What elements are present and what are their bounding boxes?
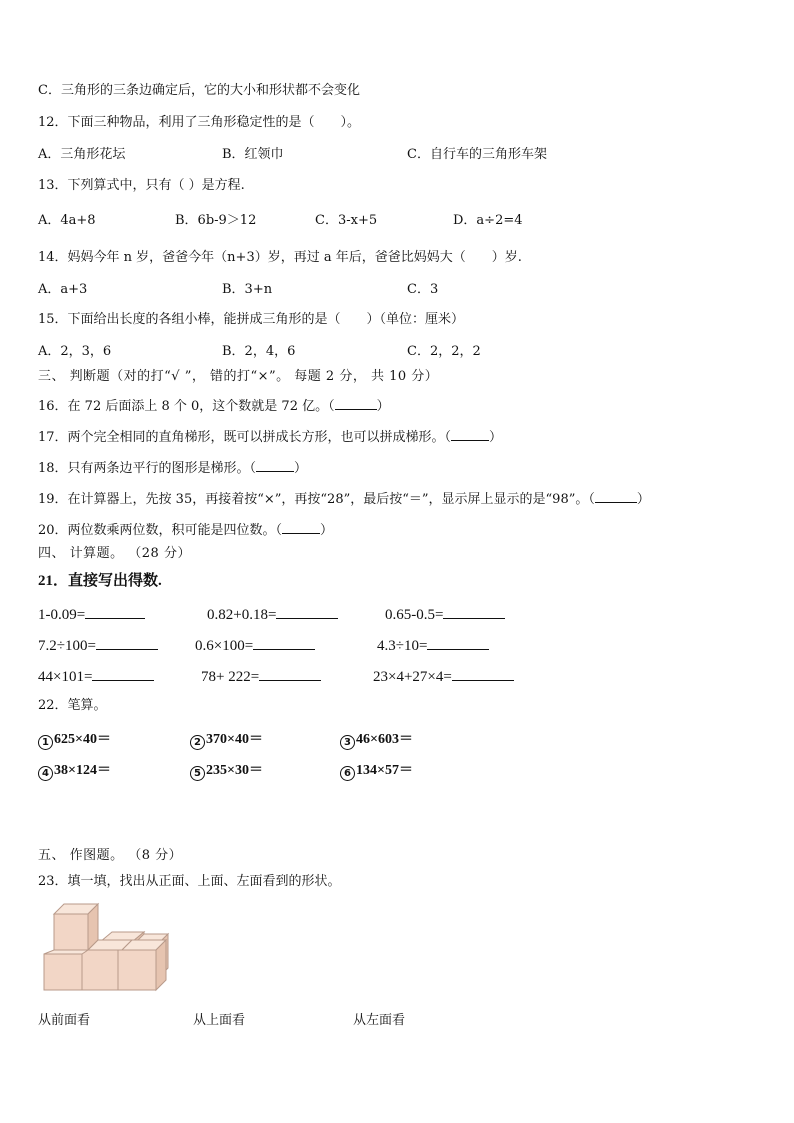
q12-option-a[interactable]: A．三角形花坛	[38, 147, 126, 162]
q23-stem: 23．填一填，找出从正面、上面、左面看到的形状。	[38, 874, 341, 889]
q21-expr-1: 1-0.09=	[38, 607, 86, 623]
q21-expr-9: 23×4+27×4=	[373, 669, 452, 685]
q21-blank-3[interactable]	[443, 604, 505, 619]
circled-number-1: 1	[38, 735, 53, 750]
q13-stem: 13．下列算式中，只有（ ）是方程.	[38, 178, 245, 193]
circled-number-6: 6	[340, 766, 355, 781]
q22-item-6	[340, 759, 413, 781]
q18-text: 18．只有两条边平行的图形是梯形。（	[38, 461, 257, 476]
q20-answer-blank[interactable]	[282, 519, 320, 534]
q21-item-1	[38, 604, 145, 624]
q21-blank-4[interactable]	[96, 635, 158, 650]
q21-blank-9[interactable]	[452, 666, 514, 681]
q14-option-c[interactable]: C．3	[407, 282, 439, 297]
q21-blank-7[interactable]	[92, 666, 154, 681]
q21-expr-7: 44×101=	[38, 669, 93, 685]
q18-close: ）	[294, 461, 308, 476]
q21-blank-5[interactable]	[253, 635, 315, 650]
q16-answer-blank[interactable]	[335, 395, 377, 410]
q20	[38, 519, 333, 540]
q21-expr-8: 78+ 222=	[201, 669, 260, 685]
q15-option-a[interactable]: A．2，3，6	[38, 344, 112, 359]
q22-item-5	[190, 759, 263, 781]
q17-answer-blank[interactable]	[451, 426, 489, 441]
q14-stem: 14．妈妈今年 n 岁，爸爸今年（n+3）岁，再过 a 年后，爸爸比妈妈大（ ）岁.	[38, 250, 522, 265]
q15-option-b[interactable]: B．2，4，6	[222, 344, 296, 359]
q18	[38, 457, 307, 478]
circled-number-5: 5	[190, 766, 205, 781]
q21-item-8	[201, 666, 321, 686]
q22-expr-4: 38×124＝	[54, 763, 111, 778]
q22-stem: 22．笔算。	[38, 698, 107, 713]
q17	[38, 426, 502, 447]
q16-text: 16．在 72 后面添上 8 个 0，这个数就是 72 亿。（	[38, 399, 335, 414]
view-top-label: 从上面看	[193, 1013, 246, 1028]
q14-option-a[interactable]: A．a+3	[38, 282, 88, 297]
q22-item-4	[38, 759, 111, 781]
q22-item-1	[38, 728, 111, 750]
q21-expr-5: 0.6×100=	[195, 638, 254, 654]
view-left-label: 从左面看	[353, 1013, 406, 1028]
q22-expr-5: 235×30＝	[206, 763, 263, 778]
q19-answer-blank[interactable]	[595, 488, 637, 503]
section-5-title: 五、 作图题。 （8 分）	[38, 848, 183, 863]
q22-expr-6: 134×57＝	[356, 763, 413, 778]
cube-front-2	[82, 950, 118, 990]
q22-item-2	[190, 728, 263, 750]
section-3-title: 三、 判断题（对的打“√ ”， 错的打“×”。 每题 2 分， 共 10 分）	[38, 369, 439, 384]
q13-option-d[interactable]: D．a÷2=4	[453, 213, 523, 228]
circled-number-4: 4	[38, 766, 53, 781]
q21-item-9	[373, 666, 514, 686]
section-4-title: 四、 计算题。 （28 分）	[38, 546, 191, 561]
q21-item-5	[195, 635, 315, 655]
circled-number-3: 3	[340, 735, 355, 750]
cube-front-1	[44, 954, 82, 990]
q21-stem: 21．直接写出得数.	[38, 573, 162, 589]
q22-expr-3: 46×603＝	[356, 732, 413, 747]
q20-text: 20．两位数乘两位数，积可能是四位数。（	[38, 523, 283, 538]
cube-front-top-1	[44, 950, 88, 954]
cube-stack-figure	[40, 898, 172, 994]
circled-number-2: 2	[190, 735, 205, 750]
q15-stem: 15．下面给出长度的各组小棒，能拼成三角形的是（ ）（单位：厘米）	[38, 312, 465, 327]
q22-expr-1: 625×40＝	[54, 732, 111, 747]
q21-item-2	[207, 604, 338, 624]
q19-text: 19．在计算器上，先按 35，再接着按“×”，再按“28”，最后按“＝”，显示屏上显示的是“98”。（	[38, 492, 595, 507]
q13-option-b[interactable]: B．6b-9＞12	[175, 213, 257, 228]
q21-item-7	[38, 666, 154, 686]
q13-option-c[interactable]: C．3-x+5	[315, 213, 378, 228]
q17-text: 17．两个完全相同的直角梯形，既可以拼成长方形，也可以拼成梯形。（	[38, 430, 452, 445]
q21-blank-2[interactable]	[276, 604, 338, 619]
q21-expr-3: 0.65-0.5=	[385, 607, 444, 623]
q19	[38, 488, 650, 509]
q17-close: ）	[489, 430, 503, 445]
view-front-label: 从前面看	[38, 1013, 91, 1028]
q21-expr-6: 4.3÷10=	[377, 638, 428, 654]
q20-close: ）	[320, 523, 334, 538]
q21-blank-6[interactable]	[427, 635, 489, 650]
cube-stack	[44, 904, 168, 990]
q21-item-4	[38, 635, 158, 655]
q11-option-c: C．三角形的三条边确定后，它的大小和形状都不会变化	[38, 83, 360, 98]
q12-option-c[interactable]: C．自行车的三角形车架	[407, 147, 547, 162]
q22-item-3	[340, 728, 413, 750]
q19-close: ）	[636, 492, 650, 507]
q21-item-6	[377, 635, 489, 655]
q12-option-b[interactable]: B．红领巾	[222, 147, 284, 162]
q21-expr-4: 7.2÷100=	[38, 638, 96, 654]
cube-upper-front	[54, 914, 88, 950]
q21-item-3	[385, 604, 505, 624]
q21-blank-8[interactable]	[259, 666, 321, 681]
q16	[38, 395, 390, 416]
q16-close: ）	[376, 399, 390, 414]
q14-option-b[interactable]: B．3+n	[222, 282, 273, 297]
q21-expr-2: 0.82+0.18=	[207, 607, 277, 623]
q22-expr-2: 370×40＝	[206, 732, 263, 747]
q12-stem: 12．下面三种物品，利用了三角形稳定性的是（ ）。	[38, 115, 361, 130]
cube-front-3	[118, 950, 156, 990]
q13-option-a[interactable]: A．4a+8	[38, 213, 96, 228]
q21-blank-1[interactable]	[85, 604, 145, 619]
q15-option-c[interactable]: C．2，2，2	[407, 344, 481, 359]
q18-answer-blank[interactable]	[256, 457, 294, 472]
